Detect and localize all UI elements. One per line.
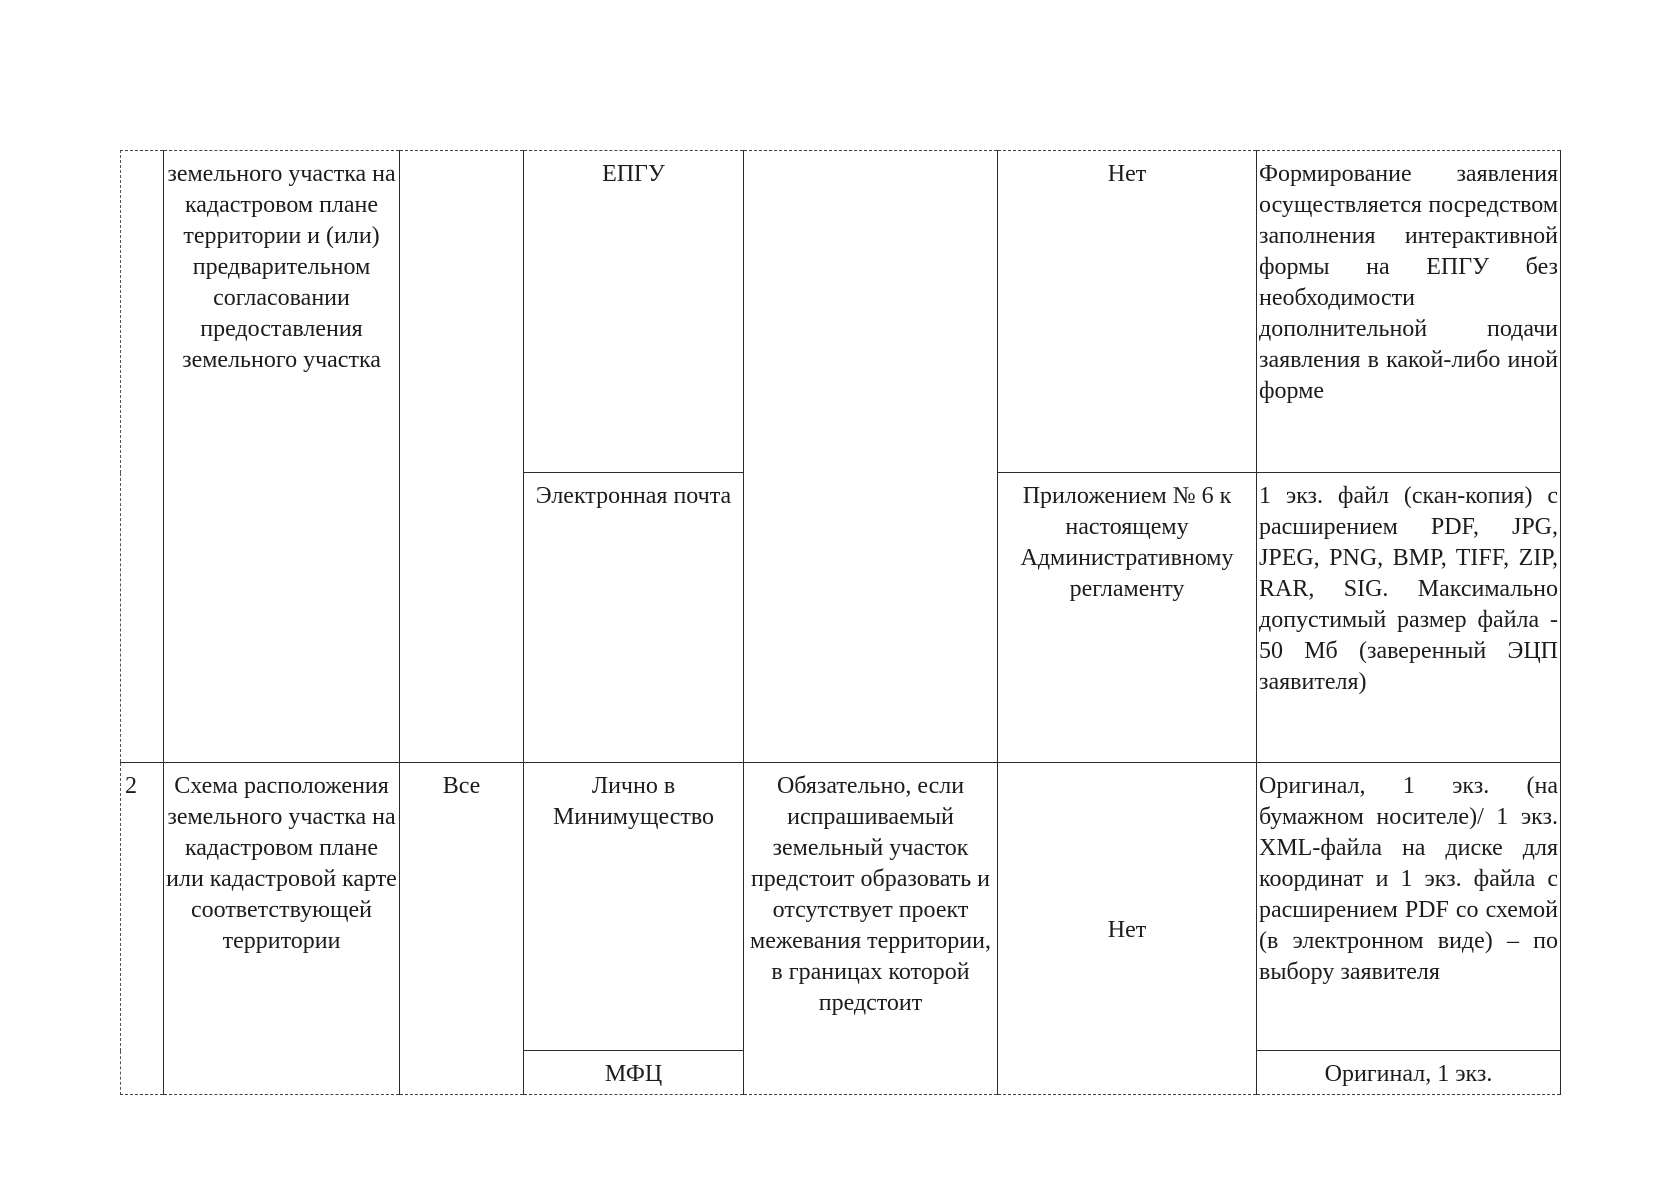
form-cell: Нет bbox=[998, 763, 1257, 1095]
requirements-cell: 1 экз. файл (скан-копия) с расширением PDF, JPG, JPEG, PNG, BMP, TIFF, ZIP, RAR, SIG. Максимально допустимый размер файла - 50 Мб (заверенный ЭЦП заявителя) bbox=[1257, 473, 1561, 763]
applicants-cell: Все bbox=[400, 763, 524, 1095]
applicants-cell bbox=[400, 151, 524, 763]
table-row bbox=[121, 763, 1561, 1051]
condition-cell bbox=[744, 151, 998, 763]
form-cell: Приложением № 6 к настоящему Административному регламенту bbox=[998, 473, 1257, 763]
channel-cell: Электронная почта bbox=[524, 473, 744, 763]
form-cell: Нет bbox=[998, 151, 1257, 473]
requirements-cell: Оригинал, 1 экз. bbox=[1257, 1051, 1561, 1095]
channel-cell: Лично в Минимущество bbox=[524, 763, 744, 1051]
requirements-cell: Оригинал, 1 экз. (на бумажном носителе)/ 1 экз. XML-файла на диске для координат и 1 экз. файла с расширением PDF со схемой (в электронном виде) – по выбору заявителя bbox=[1257, 763, 1561, 1051]
channel-cell: ЕПГУ bbox=[524, 151, 744, 473]
number-cell bbox=[121, 151, 164, 763]
requirements-cell: Формирование заявления осуществляется посредством заполнения интерактивной формы на ЕПГУ без необходимости дополнительной подачи заявления в какой-либо иной форме bbox=[1257, 151, 1561, 473]
row-number: 2 bbox=[121, 763, 164, 1095]
document-table bbox=[120, 150, 1561, 1095]
channel-cell: МФЦ bbox=[524, 1051, 744, 1095]
document-name-cell: Схема расположения земельного участка на кадастровом плане или кадастровой карте соответствующей территории bbox=[164, 763, 400, 1095]
table-row bbox=[121, 151, 1561, 473]
condition-cell: Обязательно, если испрашиваемый земельный участок предстоит образовать и отсутствует проект межевания территории, в границах которой предстоит bbox=[744, 763, 998, 1095]
document-name-cell: земельного участка на кадастровом плане территории и (или) предварительном согласовании предоставления земельного участка bbox=[164, 151, 400, 763]
